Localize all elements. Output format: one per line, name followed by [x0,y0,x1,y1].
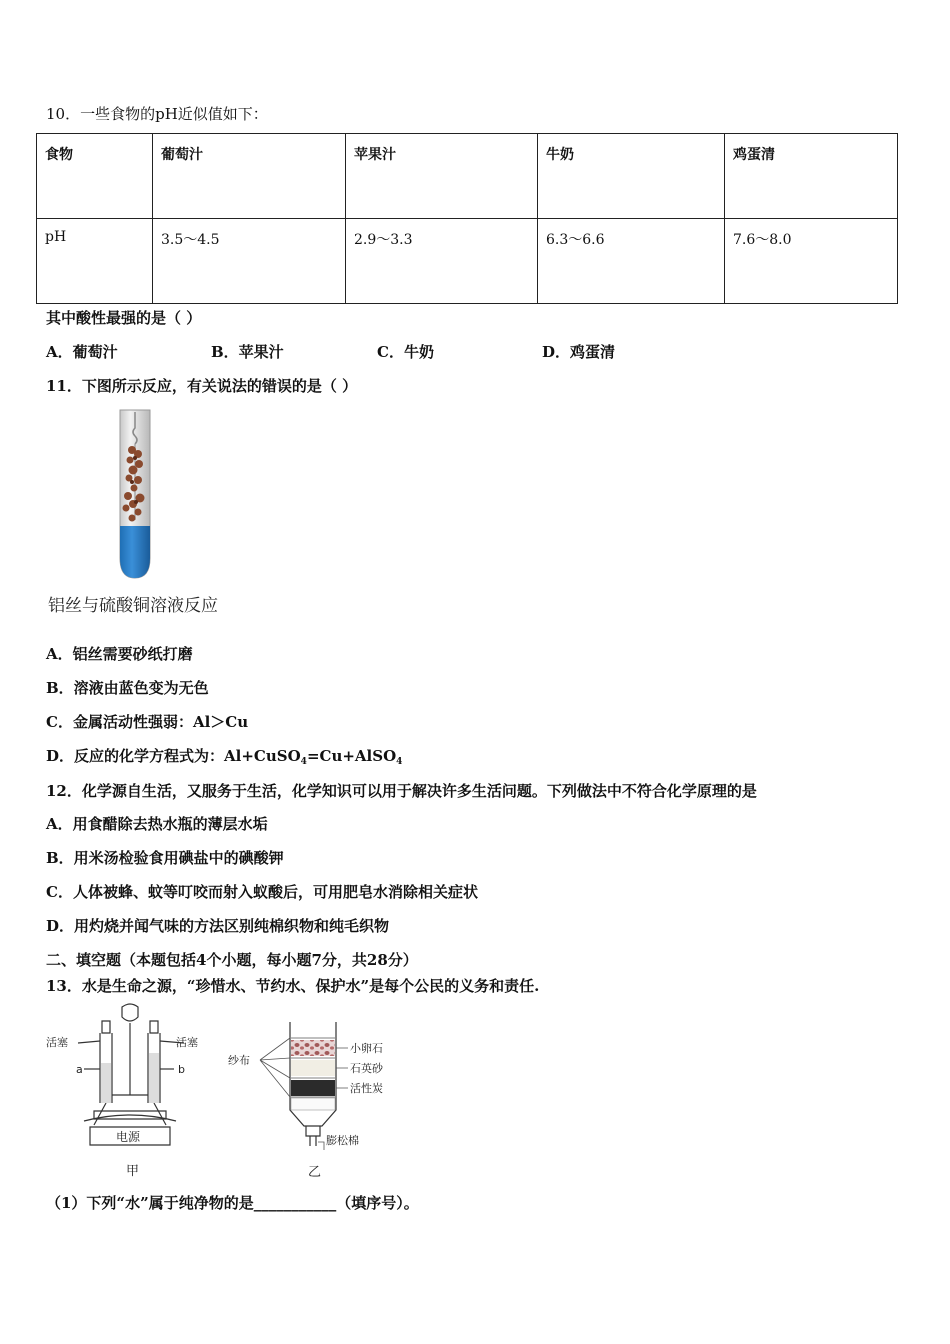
q12-option-b: B．用米汤检验食用碘盐中的碘酸钾 [46,849,284,867]
table-cell: 鸡蛋清 [725,134,898,219]
ph-table [36,133,898,304]
q11-option-b: B．溶液由蓝色变为无色 [46,679,209,697]
right-stopcock-label: 活塞 [176,1036,198,1049]
table-cell: 2.9～3.3 [346,219,538,304]
table-row [37,219,898,304]
q10-option-a: A．葡萄汁 [46,343,118,361]
q12-option-a: A．用食醋除去热水瓶的薄层水垢 [46,815,268,833]
subscript: 4 [300,757,307,767]
q10-option-d: D．鸡蛋清 [542,343,616,361]
q13-sub1: （1）下列“水”属于纯净物的是___________（填序号）。 [46,1194,419,1212]
carbon-label: 活性炭 [350,1082,383,1095]
subscript: 4 [396,757,403,767]
left-stopcock-label: 活塞 [46,1036,68,1049]
pebble-layer [291,1040,335,1056]
q11-option-d [46,745,402,767]
table-cell: 3.5～4.5 [153,219,346,304]
fig-yi-caption: 乙 [308,1165,322,1180]
q12-option-c: C．人体被蜂、蚊等叮咬而射入蚁酸后，可用肥皂水消除相关症状 [46,883,478,901]
electrolysis-figure [44,1003,214,1181]
table-cell: pH [37,219,153,304]
label-b: b [178,1063,185,1076]
sand-label: 石英砂 [350,1062,383,1075]
pebble-label: 小卵石 [350,1042,383,1055]
q10-option-c: C．牛奶 [377,343,434,361]
q11-option-d-prefix: D．反应的化学方程式为：Al+CuSO [46,747,301,765]
sand-layer [291,1060,335,1076]
power-label: 电源 [116,1130,141,1144]
q11-option-c: C．金属活动性强弱：Al＞Cu [46,713,249,731]
fig-jia-caption: 甲 [126,1164,140,1179]
q11-option-a: A．铝丝需要砂纸打磨 [46,645,193,663]
table-cell: 7.6～8.0 [725,219,898,304]
cotton-layer [291,1098,335,1110]
q12-stem: 12．化学源自生活，又服务于生活，化学知识可以用于解决许多生活问题。下列做法中不符合化学原理的是 [46,782,757,800]
q13-stem: 13．水是生命之源，“珍惜水、节约水、保护水”是每个公民的义务和责任. [46,977,540,995]
gauze-label: 纱布 [228,1054,250,1067]
table-cell: 苹果汁 [346,134,538,219]
label-a: a [76,1063,83,1076]
carbon-layer [291,1080,335,1096]
table-cell: 6.3～6.6 [538,219,725,304]
table-cell: 葡萄汁 [153,134,346,219]
q10-stem: 10．一些食物的pH近似值如下： [46,105,268,123]
water-filter-figure [224,1018,404,1180]
q11-option-d-mid: =Cu+AlSO [306,747,397,765]
test-tube-figure [108,408,163,583]
q10-option-b: B．苹果汁 [211,343,284,361]
q12-option-d: D．用灼烧并闻气味的方法区别纯棉织物和纯毛织物 [46,917,390,935]
q11-figure-caption: 铝丝与硫酸铜溶液反应 [48,596,218,616]
q10-question: 其中酸性最强的是（ ） [46,309,202,327]
cotton-label: 膨松棉 [326,1134,359,1147]
section-heading: 二、填空题（本题包括4个小题，每小题7分，共28分） [46,951,418,969]
table-cell: 食物 [37,134,153,219]
table-cell: 牛奶 [538,134,725,219]
table-header-row [37,134,898,219]
q11-stem: 11．下图所示反应，有关说法的错误的是（ ） [46,377,358,395]
